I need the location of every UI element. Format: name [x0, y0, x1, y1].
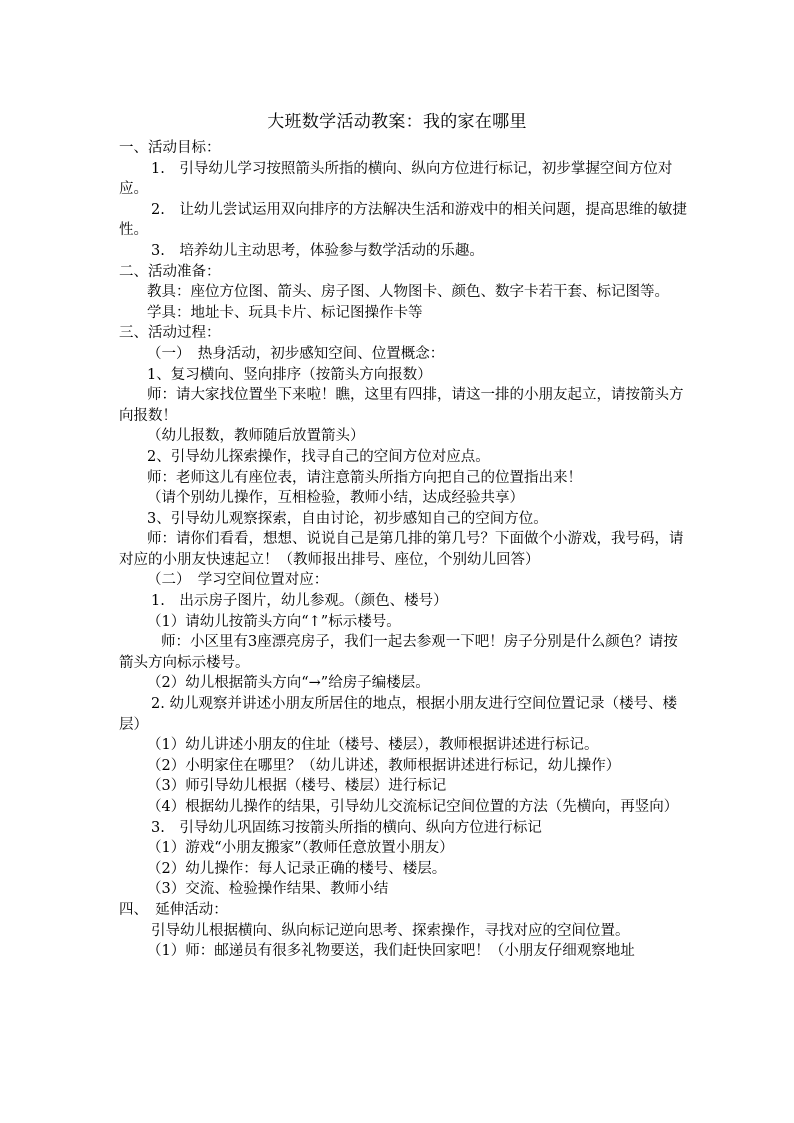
- section-heading-extension: 四、 延伸活动：: [119, 901, 228, 918]
- process-part-2-step-2-sub-3: （3）师引导幼儿根据（楼号、楼层）进行标记: [147, 778, 447, 795]
- process-part-2-step-2-sub-1: （1）幼儿讲述小朋友的住址（楼号、楼层），教师根据讲述进行标记。: [147, 737, 599, 754]
- extension-description: 引导幼儿根据横向、纵向标记逆向思考、探索操作，寻找对应的空间位置。: [151, 922, 630, 939]
- process-part-2-step-3-sub-3: （3）交流、检验操作结果、教师小结: [147, 881, 389, 898]
- section-heading-preparation: 二、活动准备：: [119, 263, 221, 280]
- extension-item-1: （1）师：邮递员有很多礼物要送，我们赶快回家吧！（小朋友仔细观察地址: [147, 943, 635, 960]
- goal-item-1: 1. 引导幼儿学习按照箭头所指的横向、纵向方位进行标记，初步掌握空间方位对应。: [119, 160, 673, 198]
- process-part-2-step-2: 2. 幼儿观察并讲述小朋友所居住的地点，根据小朋友进行空间位置记录（楼号、楼层）: [119, 696, 677, 733]
- process-part-2-step-1: 1. 出示房子图片，幼儿参观。（颜色、楼号）: [151, 593, 448, 610]
- process-note-1: （幼儿报数，教师随后放置箭头）: [147, 428, 365, 445]
- process-step-1: 1、复习横向、竖向排序（按箭头方向报数）: [147, 366, 432, 383]
- process-note-2: （请个别幼儿操作，互相检验，教师小结，达成经验共享）: [147, 490, 524, 507]
- process-part-2-step-2-sub-2: （2）小明家住在哪里？（幼儿讲述，教师根据讲述进行标记，幼儿操作）: [147, 757, 621, 774]
- process-step-2: 2、引导幼儿探索操作，找寻自己的空间方位对应点。: [147, 448, 490, 465]
- process-part-2-step-3: 3. 引导幼儿巩固练习按箭头所指的横向、纵向方位进行标记: [151, 819, 542, 836]
- process-part-2-step-3-sub-1: （1）游戏“小朋友搬家”（教师任意放置小朋友）: [147, 840, 454, 857]
- document-title: 大班数学活动教案：我的家在哪里: [267, 112, 527, 132]
- process-part-1-heading: （一） 热身活动，初步感知空间、位置概念：: [147, 345, 445, 362]
- process-part-2-heading: （二） 学习空间位置对应：: [147, 572, 329, 589]
- process-step-3: 3、引导幼儿观察探索，自由讨论，初步感知自己的空间方位。: [147, 510, 548, 527]
- document-body: [119, 138, 689, 962]
- process-teacher-line-4: 师：小区里有3座漂亮房子，我们一起去参观一下吧！房子分别是什么颜色？请按箭头方向标示楼号。: [119, 634, 678, 671]
- prep-teaching-aids: 教具：座位方位图、箭头、房子图、人物图卡、颜色、数字卡若干套、标记图等。: [147, 284, 669, 301]
- process-teacher-line-2: 师：老师这儿有座位表，请注意箭头所指方向把自己的位置指出来！: [147, 469, 582, 486]
- section-heading-process: 三、活动过程：: [119, 325, 221, 342]
- prep-learning-aids: 学具：地址卡、玩具卡片、标记图操作卡等: [147, 304, 423, 321]
- process-part-2-step-2-sub-4: （4）根据幼儿操作的结果，引导幼儿交流标记空间位置的方法（先横向，再竖向）: [147, 799, 679, 815]
- goal-item-2: 2. 让幼儿尝试运用双向排序的方法解决生活和游戏中的相关问题，提高思维的敏捷性。: [119, 201, 687, 239]
- goal-item-3: 3. 培养幼儿主动思考，体验参与数学活动的乐趣。: [151, 242, 484, 259]
- process-teacher-line-1: 师：请大家找位置坐下来啦！瞧，这里有四排，请这一排的小朋友起立，请按箭头方向报数！: [119, 387, 684, 424]
- process-part-2-sub-2: （2）幼儿根据箭头方向“→”给房子编楼层。: [147, 675, 430, 692]
- section-heading-goals: 一、活动目标：: [119, 140, 221, 156]
- process-part-2-sub-1: （1）请幼儿按箭头方向“↑”标示楼号。: [147, 613, 401, 630]
- process-part-2-step-3-sub-2: （2）幼儿操作：每人记录正确的楼号、楼层。: [147, 860, 447, 877]
- process-teacher-line-3: 师：请你们看看，想想、说说自己是第几排的第几号？下面做个小游戏，我号码，请对应的小朋友快速起立！（教师报出排号、座位，个别幼儿回答）: [119, 531, 684, 568]
